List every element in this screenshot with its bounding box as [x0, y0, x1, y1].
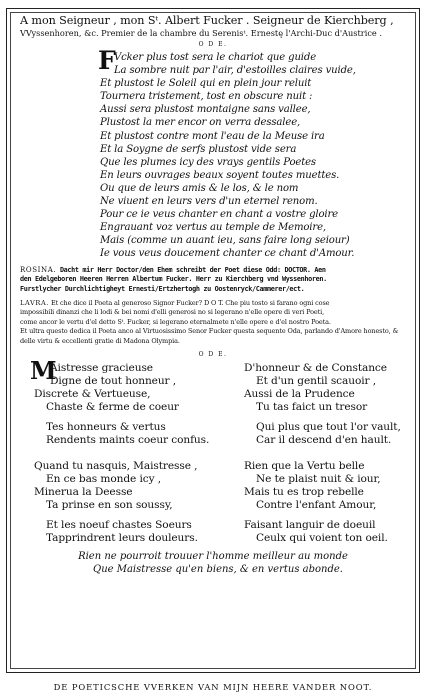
second-ode — [14, 356, 412, 576]
rosina-dialogue — [20, 266, 412, 295]
dedication-line-1: A mon Seigneur , mon Sᵗ. Albert Fucker . Seigneur de Kierchberg , — [20, 14, 394, 27]
rosina-line: den Edelgeboren Heeren Herren Albertum Fucker. Herr zu Kierchberg vnd Wyssenhoren. — [20, 275, 327, 283]
ode-line: Tu tas faict un tresor — [256, 401, 368, 414]
ode-line: Plustost la mer encor on verra dessalee, — [100, 117, 301, 129]
laura-dialogue — [20, 299, 412, 346]
ode-line: Et plustost contre mont l'eau de la Meuse ira — [100, 130, 325, 142]
ode-line: Digne de tout honneur , — [50, 375, 177, 388]
ode-line: Vcker plus tost sera le chariot que guide — [114, 52, 317, 63]
ode-line: Que les plumes icy des vrays gentils Poetes — [100, 156, 316, 168]
ode-line: En ce bas monde icy , — [46, 473, 162, 486]
laura-text: Et che dice il Poeta al generoso Signor Fucker? D O T. Che piu tosto si farano ogni cose — [50, 299, 330, 307]
first-ode — [98, 46, 412, 261]
ode-line: Discrete & Vertueuse, — [34, 388, 151, 401]
ode-line: Aussi de la Prudence — [244, 388, 355, 401]
ode-line: Ie vous veus doucement chanter ce chant d'Amour. — [100, 248, 355, 260]
ode-line: Ta prinse en son soussy, — [46, 499, 173, 512]
ode-line: Tes honneurs & vertus — [46, 421, 166, 434]
ode-line: Aussi sera plustost montaigne sans vallee, — [100, 104, 311, 116]
ode-line: Ceulx qui voient ton oeil. — [256, 532, 388, 545]
laura-line: impossibili dinanzi che li lodi & bei nomi d'elli generosi no si legerano n'elle opere di veri Poeti, — [20, 308, 325, 317]
ode-line: Contre l'enfant Amour, — [256, 499, 377, 512]
dropcap-f: F — [98, 46, 116, 75]
ode-line: Et plustost le Soleil qui en plein jour reluit — [100, 78, 312, 90]
ode-line: La sombre nuit par l'air, d'estoilles claires vuide, — [114, 65, 356, 77]
ode-heading-2: O D E. — [198, 351, 228, 359]
laura-line — [20, 299, 412, 308]
ode-line: Quand tu nasquis, Maistresse , — [34, 460, 198, 473]
ode-line: Ou que de leurs amis & le los, & le nom — [100, 182, 299, 194]
ode-line: Mais (comme un auant ieu, sans faire long seiour) — [100, 235, 350, 247]
ode-line: Tournera tristement, tost en obscure nuit : — [100, 91, 313, 103]
dropcap-m: M — [30, 356, 57, 386]
ode-line: Ne te plaist nuit & iour, — [256, 473, 381, 486]
speaker-rosina: ROSINA. — [20, 265, 57, 274]
ode-line: Tapprindrent leurs douleurs. — [46, 532, 198, 545]
ode-line: Engrauant voz vertus au temple de Memoire, — [100, 222, 326, 234]
ode-heading-1: O D E. — [198, 41, 228, 48]
rosina-text: Dacht mir Herr Doctor/den Ehem schreibt der Poet diese Odd: DOCTOR. Aen — [59, 265, 326, 274]
ode-line: Minerua la Deesse — [34, 486, 133, 499]
closing-line: Rien ne pourroit trouuer l'homme meilleur au monde — [78, 551, 348, 563]
ode-line: Rien que la Vertu belle — [244, 460, 365, 473]
ode-line: Aistresse gracieuse — [50, 362, 153, 375]
rosina-line — [20, 266, 412, 276]
laura-line: come ancor le vertu d'el detto Sᵗ. Fucker, si legerano eternalmete n'elle opere e d'el nostro Poeta. — [20, 317, 331, 326]
closing-line: Que Maistresse qu'en biens, & en vertus abonde. — [93, 564, 343, 576]
ode-line: Et la Soygne de serfs plustost vide sera — [100, 143, 297, 155]
page-content — [14, 14, 412, 576]
closing-couplet — [14, 550, 412, 576]
ode-line: Et les noeuf chastes Soeurs — [46, 519, 192, 532]
ode-line: D'honneur & de Constance — [244, 362, 387, 375]
ode-line: Pour ce ie veus chanter en chant a vostre gloire — [100, 209, 339, 221]
speaker-laura: LAVRA. — [20, 299, 49, 307]
ode-line: Qui plus que tout l'or vault, — [256, 421, 401, 434]
ode-line: Faisant languir de doeuil — [244, 519, 376, 532]
rosina-line: Furstlycher Durchlichtigheyt Ernesti/Ertzhertogh zu Oostenryck/Cammerer/ect. — [20, 284, 305, 293]
ode-line: Mais tu es trop rebelle — [244, 486, 364, 499]
laura-line: Et ultra questo dedica il Poeta anco al Virtuosissimo Senor Fucker questa sequente Oda, parlando d'Amore honesto, & delle virtu & eccellenti gratie di Madona Olympia. — [20, 327, 399, 345]
ode-line: En leurs ouvrages beaux soyent toutes muettes. — [100, 169, 340, 181]
ode-line: Rendents maints coeur confus. — [46, 434, 210, 447]
dedication-line-2: VVyssenhoren, &c. Premier de la chambre du Serenisᵗ. Ernestę l'Archi-Duc d'Austrice . — [20, 28, 382, 38]
running-footer: DE POETICSCHE VVERKEN VAN MIJN HEERE VANDER NOOT. — [53, 682, 373, 692]
ode-line: Et d'un gentil scauoir , — [256, 375, 377, 388]
ode-line: Ne viuent en leurs vers d'un eternel renom. — [100, 196, 318, 208]
ode-line: Car il descend d'en hault. — [256, 434, 392, 447]
ode-line: Chaste & ferme de coeur — [46, 401, 179, 414]
